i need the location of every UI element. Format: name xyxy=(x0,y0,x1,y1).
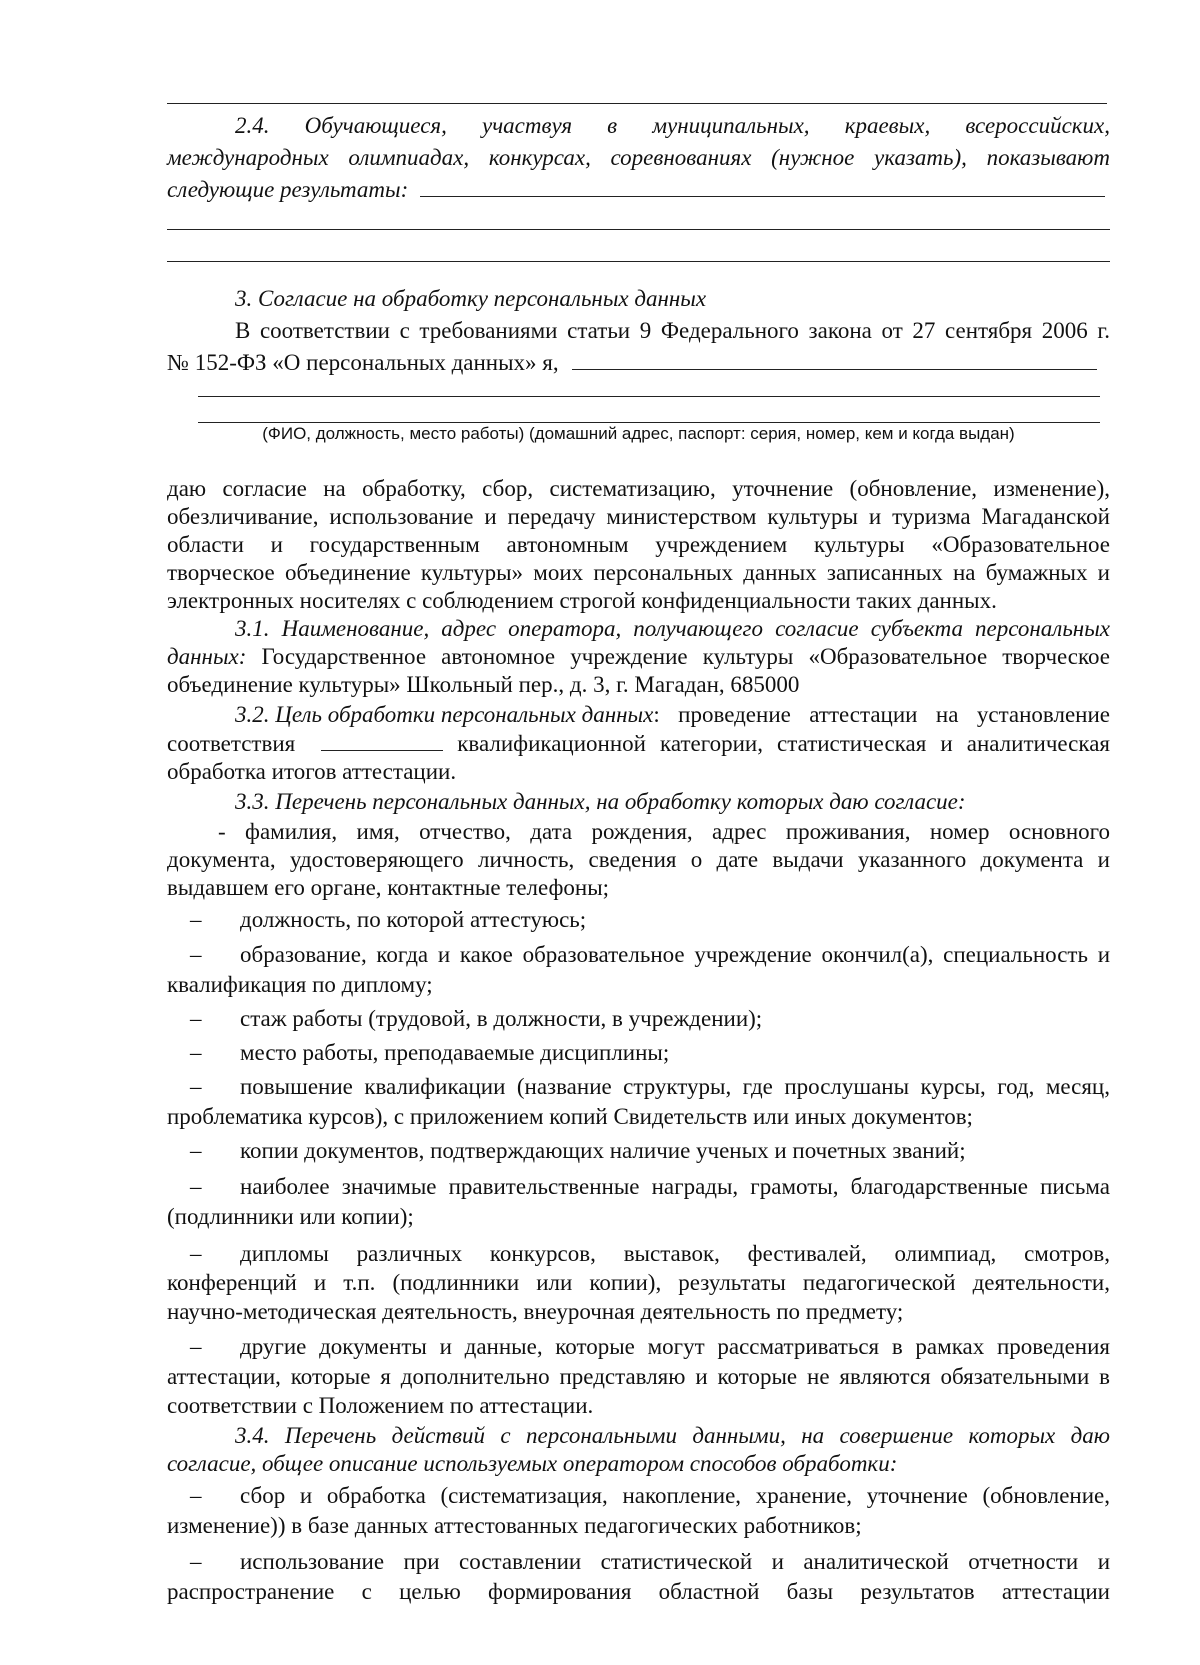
dash-action-b: – xyxy=(190,1549,202,1574)
results-blank[interactable] xyxy=(420,178,1105,197)
consent-line-1: даю согласие на обработку, сбор, систематизацию, уточнение (обновление, изменение), xyxy=(167,476,1110,501)
fio-caption: (ФИО, должность, место работы) (домашний адрес, паспорт: серия, номер, кем и когда выдан) xyxy=(262,424,1015,443)
section-3-intro-line-1: В соответствии с требованиями статьи 9 Федерального закона от 27 сентября 2006 г. xyxy=(235,318,1110,343)
consent-line-4: творческое объединение культуры» моих персональных данных записанных на бумажных и xyxy=(167,560,1110,585)
fio-blank[interactable] xyxy=(572,351,1097,370)
item-e-line-2: проблематика курсов), с приложением копий Свидетельств или иных документов; xyxy=(167,1104,973,1129)
p31-italic: данных: xyxy=(167,644,247,669)
p31-line-2 xyxy=(167,642,1110,672)
action-b-line-1: использование при составлении статистической и аналитической отчетности и xyxy=(240,1549,1110,1574)
p32-line-2 xyxy=(167,729,1110,759)
p34-line-1: 3.4. Перечень действий с персональными данными, на совершение которых даю xyxy=(235,1423,1110,1448)
p32-line-2-b: квалификационной категории, статистическая и аналитическая xyxy=(457,731,1110,756)
dash-c: – xyxy=(190,1006,202,1031)
dash-g: – xyxy=(190,1174,202,1199)
list-first-line-1: - фамилия, имя, отчество, дата рождения, адрес проживания, номер основного xyxy=(218,819,1110,844)
item-h-line-2: конференций и т.п. (подлинники или копии), результаты педагогической деятельности, xyxy=(167,1270,1110,1295)
fio-blank-line-3[interactable] xyxy=(198,422,1100,423)
results-blank-line-2[interactable] xyxy=(167,229,1110,230)
item-k-line-2: аттестации, которые я дополнительно представляю и которые не являются обязательными в xyxy=(167,1364,1110,1389)
item-b-line-1: образование, когда и какое образовательное учреждение окончил(а), специальность и xyxy=(240,942,1110,967)
section-3-intro-line-2 xyxy=(167,348,1110,378)
p31-rest: Государственное автономное учреждение культуры «Образовательное творческое xyxy=(246,644,1110,669)
p32-italic: 3.2. Цель обработки персональных данных xyxy=(235,702,654,727)
dash-e: – xyxy=(190,1074,202,1099)
item-a: должность, по которой аттестуюсь; xyxy=(240,907,587,932)
p33-heading: 3.3. Перечень персональных данных, на обработку которых даю согласие: xyxy=(235,789,966,814)
item-f: копии документов, подтверждающих наличие ученых и почетных званий; xyxy=(240,1138,966,1163)
p32-line-3: обработка итогов аттестации. xyxy=(167,759,457,784)
item-h-line-3: научно-методическая деятельность, внеурочная деятельность по предмету; xyxy=(167,1299,904,1324)
item-k-line-3: соответствии с Положением по аттестации. xyxy=(167,1393,594,1418)
action-b-line-2: распространение с целью формирования областной базы результатов аттестации xyxy=(167,1579,1110,1604)
p32-rest: : проведение аттестации на установление xyxy=(653,702,1110,727)
consent-line-2: обезличивание, использование и передачу министерством культуры и туризма Магаданской xyxy=(167,504,1110,529)
p32-line-2-a: соответствия xyxy=(167,731,296,756)
item-c: стаж работы (трудовой, в должности, в учреждении); xyxy=(240,1006,763,1031)
item-d: место работы, преподаваемые дисциплины; xyxy=(240,1040,670,1065)
p32-line-1 xyxy=(235,700,1110,730)
fio-blank-line-2[interactable] xyxy=(198,396,1100,397)
section-2-4-line-3 xyxy=(167,175,1110,205)
intro-label: № 152-ФЗ «О персональных данных» я, xyxy=(167,350,559,375)
section-2-4-line-1: 2.4. Обучающиеся, участвуя в муниципальных, краевых, всероссийских, xyxy=(235,113,1110,138)
section-2-4-results-label: следующие результаты: xyxy=(167,177,409,202)
list-first-line-3: выдавшем его органе, контактные телефоны; xyxy=(167,875,610,900)
dash-action-a: – xyxy=(190,1483,202,1508)
item-h-line-1: дипломы различных конкурсов, выставок, фестивалей, олимпиад, смотров, xyxy=(240,1241,1110,1266)
section-2-4-line-2: международных олимпиадах, конкурсах, соревнованиях (нужное указать), показывают xyxy=(167,145,1110,170)
dash-k: – xyxy=(190,1334,202,1359)
results-blank-line-3[interactable] xyxy=(167,261,1110,262)
action-a-line-2: изменение)) в базе данных аттестованных педагогических работников; xyxy=(167,1513,862,1538)
list-first-line-2: документа, удостоверяющего личность, сведения о дате выдачи указанного документа и xyxy=(167,847,1110,872)
dash-f: – xyxy=(190,1138,202,1163)
p31-line-3: объединение культуры» Школьный пер., д. 3, г. Магадан, 685000 xyxy=(167,672,800,697)
dash-a: – xyxy=(190,907,202,932)
dash-h: – xyxy=(190,1241,202,1266)
item-g-line-1: наиболее значимые правительственные награды, грамоты, благодарственные письма xyxy=(240,1174,1110,1199)
dash-b: – xyxy=(190,942,202,967)
item-e-line-1: повышение квалификации (название структуры, где прослушаны курсы, год, месяц, xyxy=(240,1074,1110,1099)
consent-line-3: области и государственным автономным учреждением культуры «Образовательное xyxy=(167,532,1110,557)
dash-d: – xyxy=(190,1040,202,1065)
action-a-line-1: сбор и обработка (систематизация, накопление, хранение, уточнение (обновление, xyxy=(240,1483,1110,1508)
p31-line-1: 3.1. Наименование, адрес оператора, получающего согласие субъекта персональных xyxy=(235,616,1110,641)
consent-line-5: электронных носителях с соблюдением строгой конфиденциальности таких данных. xyxy=(167,588,997,613)
item-k-line-1: другие документы и данные, которые могут рассматриваться в рамках проведения xyxy=(240,1334,1110,1359)
p34-line-2: согласие, общее описание используемых оператором способов обработки: xyxy=(167,1451,898,1476)
top-rule xyxy=(167,103,1107,104)
category-blank[interactable] xyxy=(321,732,443,751)
item-b-line-2: квалификация по диплому; xyxy=(167,972,433,997)
section-3-heading: 3. Согласие на обработку персональных данных xyxy=(235,286,707,311)
item-g-line-2: (подлинники или копии); xyxy=(167,1204,414,1229)
